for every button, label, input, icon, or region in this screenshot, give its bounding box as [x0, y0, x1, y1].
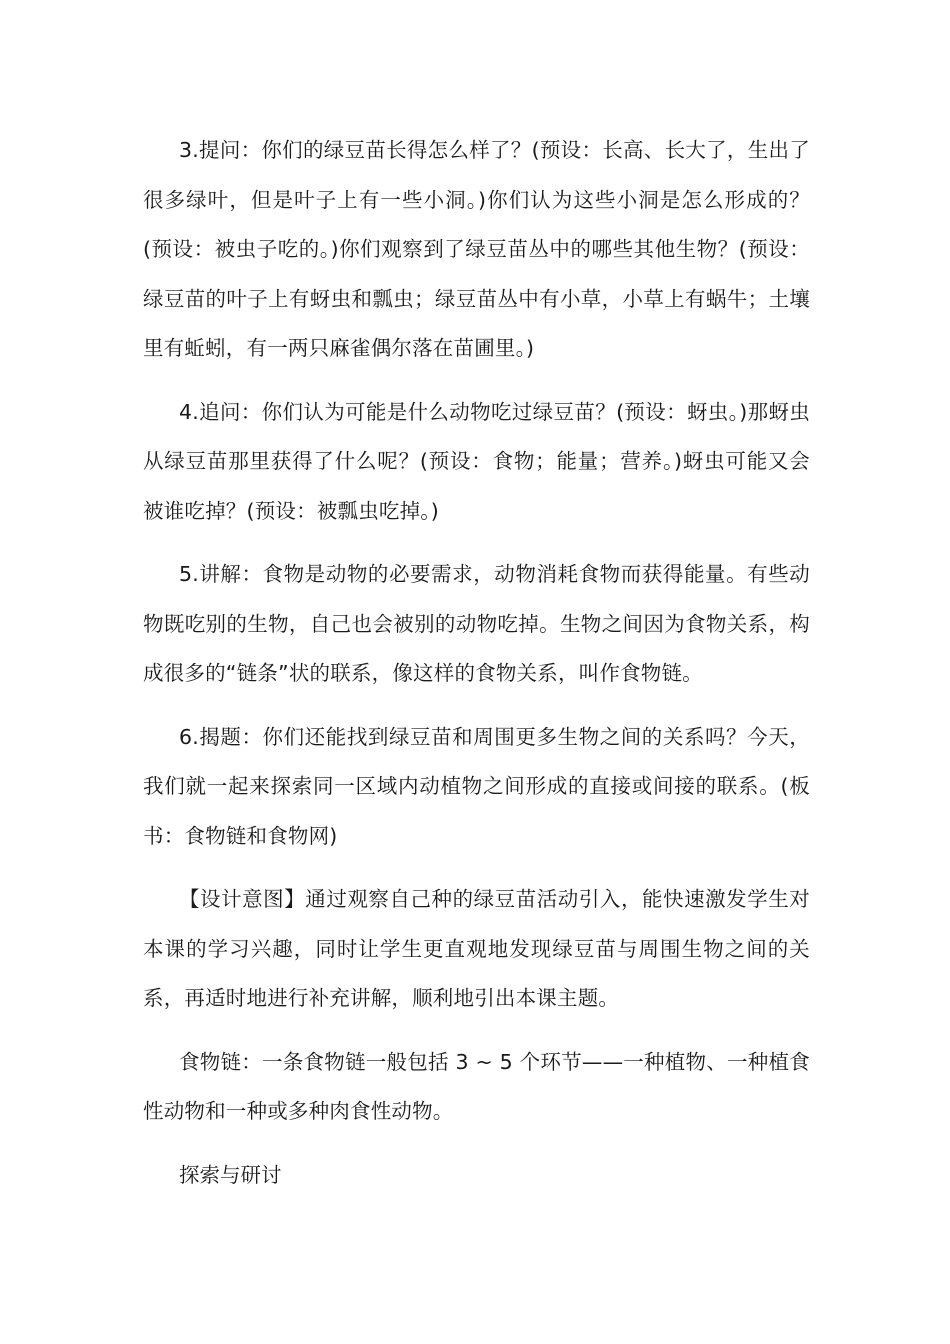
paragraph-explanation-5: 5.讲解：食物是动物的必要需求，动物消耗食物而获得能量。有些动物既吃别的生物，自己也会被别的动物吃掉。生物之间因为食物关系，构成很多的“链条”状的联系，像这样的食物关系，叫作食物链。: [143, 562, 810, 685]
paragraph-food-chain-note: 食物链：一条食物链一般包括 3 ~ 5 个环节——一种植物、一种植食性动物和一种或多种肉食性动物。: [143, 1049, 810, 1123]
section-heading: 探索与研讨: [179, 1162, 282, 1187]
paragraph-topic-6: 6.揭题：你们还能找到绿豆苗和周围更多生物之间的关系吗？今天，我们就一起来探索同一区域内动植物之间形成的直接或间接的联系。(板书：食物链和食物网): [143, 724, 810, 848]
paragraph-follow-up-4: 4.追问：你们认为可能是什么动物吃过绿豆苗？(预设：蚜虫。)那蚜虫从绿豆苗那里获得了什么呢？(预设：食物；能量；营养。)蚜虫可能又会被谁吃掉？(预设：被瓢虫吃掉。): [143, 399, 810, 523]
paragraph-question-3: 3.提问：你们的绿豆苗长得怎么样了？(预设：长高、长大了，生出了很多绿叶，但是叶子上有一些小洞。)你们认为这些小洞是怎么形成的？(预设：被虫子吃的。)你们观察到了绿豆苗丛中的哪些其他生物？(预设：绿豆苗的叶子上有蚜虫和瓢虫；绿豆苗丛中有小草，小草上有蜗牛；土壤里有蚯蚓，有一两只麻雀偶尔落在苗圃里。): [143, 138, 810, 360]
paragraph-design-intent: 【设计意图】通过观察自己种的绿豆苗活动引入，能快速激发学生对本课的学习兴趣，同时让学生更直观地发现绿豆苗与周围生物之间的关系，再适时地进行补充讲解，顺利地引出本课主题。: [143, 887, 810, 1010]
